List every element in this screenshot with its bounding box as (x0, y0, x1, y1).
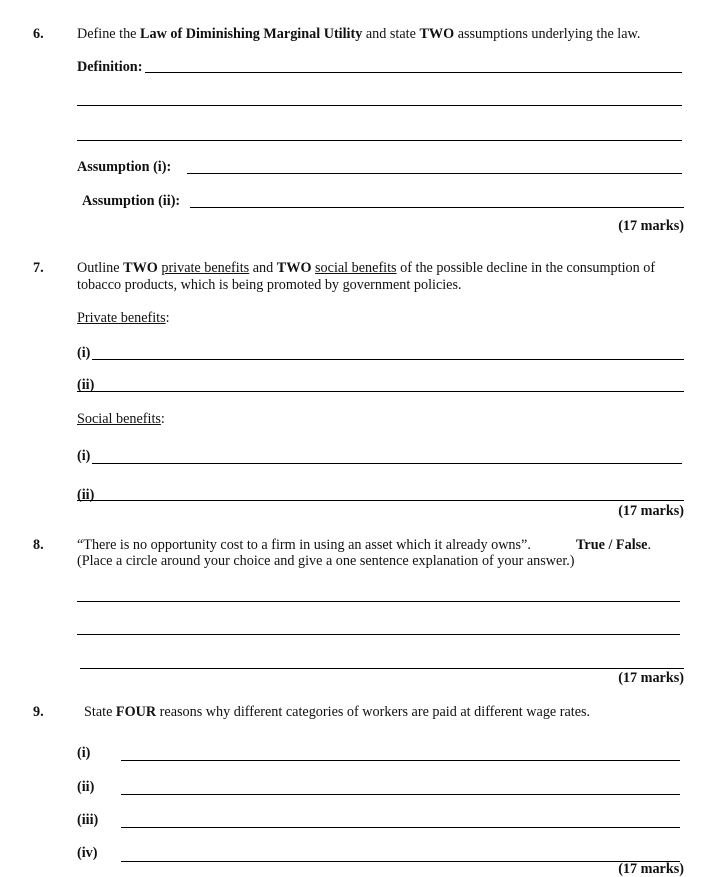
q9-item-iii-label: (iii) (77, 812, 99, 828)
private-item-i-answer-line[interactable] (92, 359, 684, 360)
q9-item-ii-label: (ii) (77, 779, 95, 795)
q9-item-iii-answer-line[interactable] (121, 827, 680, 828)
definition-answer-line-3[interactable] (77, 140, 682, 141)
private-item-i-label: (i) (77, 345, 91, 361)
social-item-ii-answer-line[interactable] (77, 500, 684, 501)
question-7-prompt-line-1: Outline TWO private benefits and TWO social benefits of the possible decline in the consumption of (77, 260, 656, 276)
question-6-number: 6. (33, 26, 44, 42)
definition-answer-line-2[interactable] (77, 105, 682, 106)
private-item-ii-label: (ii) (77, 377, 95, 393)
question-7-marks: (17 marks) (618, 503, 684, 519)
question-7-number: 7. (33, 260, 44, 276)
social-item-ii-label: (ii) (77, 487, 95, 503)
assumption-2-answer-line[interactable] (190, 207, 684, 208)
question-6-marks: (17 marks) (618, 218, 684, 234)
definition-answer-line-1[interactable] (145, 72, 682, 73)
question-7-prompt-line-2: tobacco products, which is being promoted by government policies. (77, 277, 462, 293)
definition-label: Definition: (77, 59, 143, 75)
question-8-answer-line-1[interactable] (77, 601, 680, 602)
question-9-prompt: State FOUR reasons why different categories of workers are paid at different wage rates. (84, 704, 591, 720)
social-item-i-answer-line[interactable] (92, 463, 682, 464)
q9-item-ii-answer-line[interactable] (121, 794, 680, 795)
q9-item-iv-label: (iv) (77, 845, 98, 861)
private-item-ii-answer-line[interactable] (77, 391, 684, 392)
question-8-answer-line-3[interactable] (80, 668, 684, 669)
assumption-1-label: Assumption (i): (77, 159, 172, 175)
assumption-1-answer-line[interactable] (187, 173, 682, 174)
question-9-marks: (17 marks) (618, 861, 684, 877)
private-benefits-heading: Private benefits: (77, 310, 170, 326)
true-false-choice[interactable]: True / False. (576, 537, 651, 553)
q9-item-iv-answer-line[interactable] (121, 861, 680, 862)
social-benefits-heading: Social benefits: (77, 411, 165, 427)
assumption-2-label: Assumption (ii): (82, 193, 181, 209)
question-8-instruction: (Place a circle around your choice and give a one sentence explanation of your answer.) (77, 553, 575, 569)
q9-item-i-answer-line[interactable] (121, 760, 680, 761)
question-8-answer-line-2[interactable] (77, 634, 680, 635)
question-9-number: 9. (33, 704, 44, 720)
question-8-marks: (17 marks) (618, 670, 684, 686)
question-8-statement: “There is no opportunity cost to a firm in using an asset which it already owns”. (77, 537, 531, 553)
question-6-prompt: Define the Law of Diminishing Marginal Utility and state TWO assumptions underlying the law. (77, 26, 641, 42)
q9-item-i-label: (i) (77, 745, 91, 761)
social-item-i-label: (i) (77, 448, 91, 464)
question-8-number: 8. (33, 537, 44, 553)
